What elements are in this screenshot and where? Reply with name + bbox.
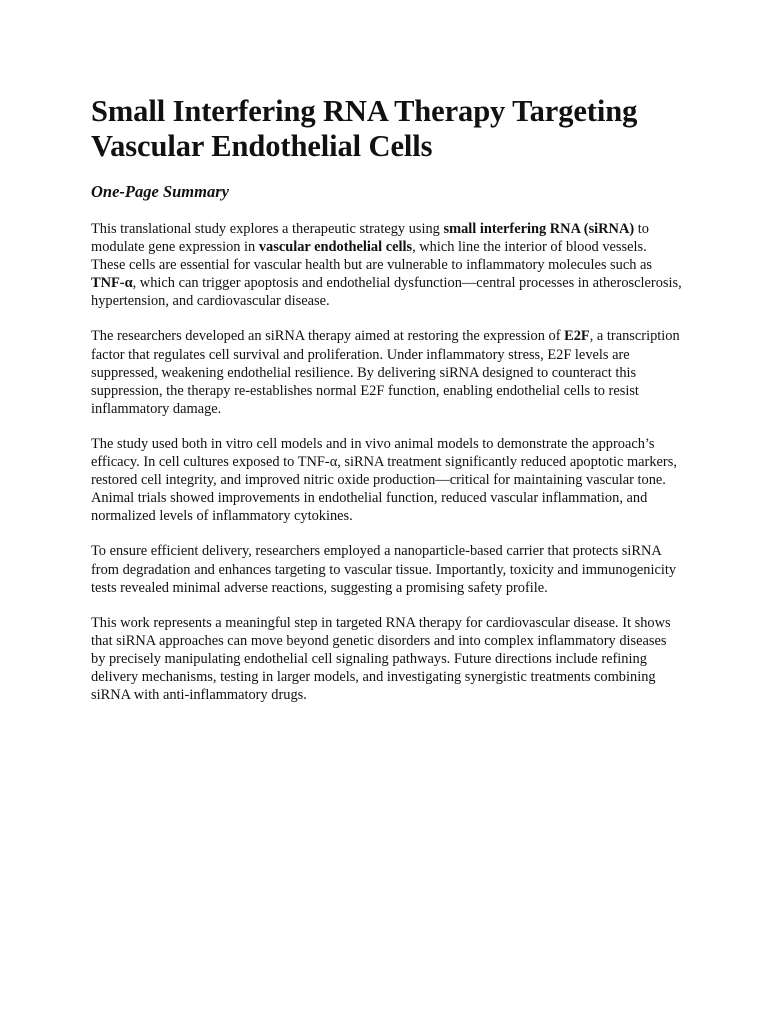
bold-term-tnf-alpha: TNF-α: [91, 275, 133, 292]
document-subtitle: One-Page Summary: [91, 182, 229, 201]
paragraph-efficacy: The study used both in vitro cell models and in vivo animal models to demonstrate the approach’s efficacy. In cell cultures exposed to TNF-α, siRNA treatment significantly reduced apoptotic markers, restored cell integrity, and improved nitric oxide production—critical for maintaining vascular tone. Animal trials showed improvements in endothelial function, reduced vascular inflammation, and normalized levels of inflammatory cytokines.: [91, 435, 677, 525]
paragraph-intro: [91, 220, 683, 310]
paragraph-text: This translational study explores a therapeutic strategy using: [91, 221, 444, 237]
bold-term-e2f: E2F: [564, 328, 590, 345]
bold-term-sirna: small interfering RNA (siRNA): [443, 221, 635, 237]
paragraph-text: The researchers developed an siRNA therapy aimed at restoring the expression of: [91, 328, 565, 345]
paragraph-text: , which line the interior of blood vessels. These cells are essential for vascular health but are vulnerable to inflammatory molecules such as: [91, 239, 653, 274]
document-body: [91, 220, 683, 704]
paragraph-conclusion: This work represents a meaningful step in targeted RNA therapy for cardiovascular disease. It shows that siRNA approaches can move beyond genetic disorders and into complex inflammatory diseases by precisely manipulating endothelial cell signaling pathways. Future directions include refining delivery mechanisms, testing in larger models, and investigating synergistic treatments combining siRNA with anti-inflammatory drugs.: [91, 614, 671, 704]
bold-term-endothelial-cells: vascular endothelial cells: [258, 239, 413, 256]
paragraph-delivery: To ensure efficient delivery, researchers employed a nanoparticle-based carrier that protects siRNA from degradation and enhances targeting to vascular tissue. Importantly, toxicity and immunogenicity tests revealed minimal adverse reactions, suggesting a promising safety profile.: [91, 543, 677, 596]
document-title: Small Interfering RNA Therapy Targeting Vascular Endothelial Cells: [91, 94, 638, 163]
document-page: [91, 94, 683, 704]
paragraph-text: , a transcription factor that regulates cell survival and proliferation. Under inflammatory stress, E2F levels are suppressed, weakening endothelial resilience. By delivering siRNA designed to counteract this suppression, the therapy re-establishes normal E2F function, enabling endothelial cells to resist inflammatory damage.: [91, 328, 680, 417]
paragraph-text: , which can trigger apoptosis and endothelial dysfunction—central processes in atherosclerosis, hypertension, and cardiovascular disease.: [91, 275, 682, 310]
paragraph-text: to modulate gene expression in: [91, 221, 649, 256]
paragraph-therapy: [91, 327, 683, 417]
